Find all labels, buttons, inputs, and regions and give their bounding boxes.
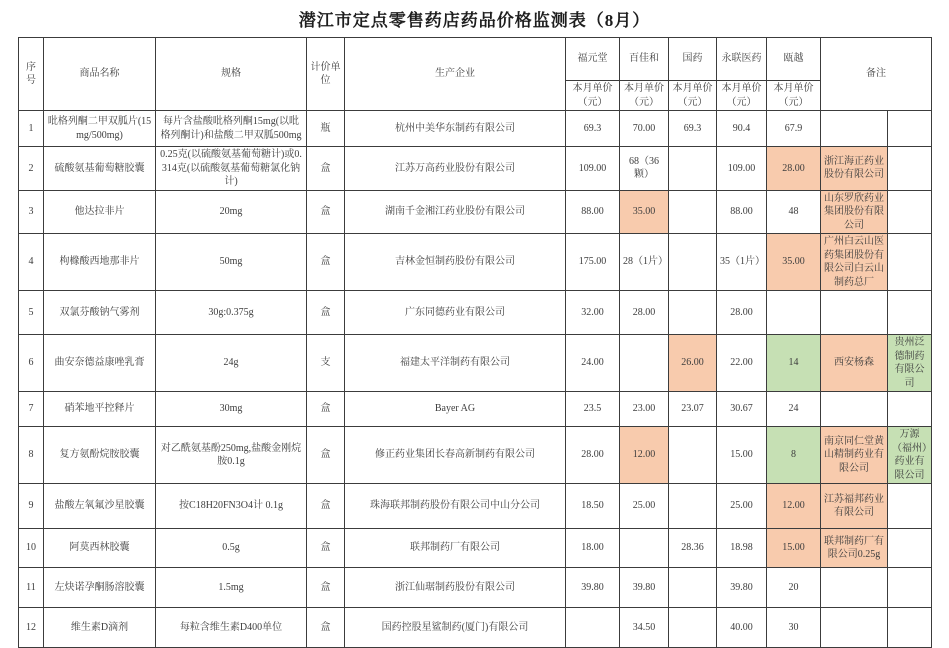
cell-price-1: 12.00 <box>620 427 669 484</box>
cell-unit: 支 <box>307 335 345 392</box>
cell-product-name: 双氯芬酸钠气雾剂 <box>44 291 156 335</box>
cell-price-1 <box>620 335 669 392</box>
cell-unit: 盒 <box>307 190 345 234</box>
cell-serial: 12 <box>19 608 44 648</box>
col-subheader-price: 本月单价（元） <box>620 81 669 111</box>
cell-price-1: 34.50 <box>620 608 669 648</box>
cell-product-name: 维生素D滴剂 <box>44 608 156 648</box>
cell-price-4: 8 <box>767 427 821 484</box>
cell-remark-1: 西安杨森 <box>821 335 888 392</box>
cell-price-4: 20 <box>767 568 821 608</box>
cell-product-name: 阿莫西林胶囊 <box>44 529 156 568</box>
cell-product-name: 复方氨酚烷胺胶囊 <box>44 427 156 484</box>
col-subheader-price: 本月单价（元） <box>669 81 717 111</box>
cell-price-2: 69.3 <box>669 111 717 147</box>
cell-remark-2 <box>888 484 932 529</box>
cell-unit: 盒 <box>307 484 345 529</box>
cell-price-3: 22.00 <box>717 335 767 392</box>
cell-remark-2 <box>888 568 932 608</box>
cell-price-3: 90.4 <box>717 111 767 147</box>
cell-manufacturer: 江苏万高药业股份有限公司 <box>345 147 566 191</box>
cell-remark-2 <box>888 147 932 191</box>
cell-spec: 50mg <box>156 234 307 291</box>
page-title: 潜江市定点零售药店药品价格监测表（8月） <box>298 11 651 30</box>
table-row <box>19 568 932 608</box>
cell-manufacturer: 联邦制药厂有限公司 <box>345 529 566 568</box>
col-header-pharmacy-fuyuantang: 福元堂 <box>566 38 620 81</box>
cell-price-1: 28.00 <box>620 291 669 335</box>
cell-spec: 0.25克(以硫酸氨基葡萄糖计)或0.314克(以硫酸氨基葡萄糖氯化钠计) <box>156 147 307 191</box>
cell-spec: 24g <box>156 335 307 392</box>
cell-remark-1: 联邦制药厂有限公司0.25g <box>821 529 888 568</box>
col-subheader-price: 本月单价（元） <box>767 81 821 111</box>
cell-price-2 <box>669 427 717 484</box>
col-subheader-price: 本月单价（元） <box>717 81 767 111</box>
cell-price-3: 28.00 <box>717 291 767 335</box>
cell-price-3: 15.00 <box>717 427 767 484</box>
cell-price-4: 12.00 <box>767 484 821 529</box>
cell-manufacturer: 湖南千金湘江药业股份有限公司 <box>345 190 566 234</box>
cell-price-0: 69.3 <box>566 111 620 147</box>
cell-price-0: 88.00 <box>566 190 620 234</box>
cell-price-3: 109.00 <box>717 147 767 191</box>
cell-price-4: 28.00 <box>767 147 821 191</box>
cell-price-2 <box>669 234 717 291</box>
col-header-product-name: 商品名称 <box>44 38 156 111</box>
cell-remark-2 <box>888 392 932 427</box>
header-row-pharmacies <box>19 38 932 81</box>
col-header-pharmacy-yonglian: 永联医药 <box>717 38 767 81</box>
cell-price-4 <box>767 291 821 335</box>
cell-spec: 20mg <box>156 190 307 234</box>
cell-price-3: 35（1片） <box>717 234 767 291</box>
cell-spec: 30mg <box>156 392 307 427</box>
cell-remark-1: 江苏福邦药业有限公司 <box>821 484 888 529</box>
cell-spec: 按C18H20FN3O4计 0.1g <box>156 484 307 529</box>
cell-manufacturer: 浙江仙琚制药股份有限公司 <box>345 568 566 608</box>
cell-price-2: 23.07 <box>669 392 717 427</box>
cell-unit: 瓶 <box>307 111 345 147</box>
cell-price-4: 67.9 <box>767 111 821 147</box>
cell-price-4: 35.00 <box>767 234 821 291</box>
cell-product-name: 左炔诺孕酮肠溶胶囊 <box>44 568 156 608</box>
table-row <box>19 147 932 191</box>
cell-remark-1 <box>821 608 888 648</box>
cell-remark-1 <box>821 291 888 335</box>
price-table <box>18 37 932 648</box>
table-row <box>19 608 932 648</box>
cell-serial: 2 <box>19 147 44 191</box>
cell-price-0: 24.00 <box>566 335 620 392</box>
cell-manufacturer: 吉林金恒制药股份有限公司 <box>345 234 566 291</box>
cell-serial: 3 <box>19 190 44 234</box>
cell-remark-1: 广州白云山医药集团股份有限公司白云山制药总厂 <box>821 234 888 291</box>
cell-serial: 4 <box>19 234 44 291</box>
cell-remark-1: 山东罗欣药业集团股份有限公司 <box>821 190 888 234</box>
col-header-spec: 规格 <box>156 38 307 111</box>
cell-price-1 <box>620 529 669 568</box>
cell-price-0: 18.00 <box>566 529 620 568</box>
cell-price-0: 109.00 <box>566 147 620 191</box>
cell-price-2 <box>669 484 717 529</box>
cell-spec: 0.5g <box>156 529 307 568</box>
cell-price-3: 30.67 <box>717 392 767 427</box>
cell-price-2: 28.36 <box>669 529 717 568</box>
cell-remark-2: 万源（福州）药业有限公司 <box>888 427 932 484</box>
cell-price-2 <box>669 608 717 648</box>
cell-remark-1: 南京同仁堂黄山精制药业有限公司 <box>821 427 888 484</box>
cell-product-name: 吡格列酮二甲双胍片(15mg/500mg) <box>44 111 156 147</box>
cell-serial: 6 <box>19 335 44 392</box>
cell-price-1: 28（1片） <box>620 234 669 291</box>
cell-manufacturer: Bayer AG <box>345 392 566 427</box>
col-header-manufacturer: 生产企业 <box>345 38 566 111</box>
cell-remark-2 <box>888 111 932 147</box>
cell-price-2 <box>669 147 717 191</box>
cell-serial: 9 <box>19 484 44 529</box>
table-row <box>19 234 932 291</box>
cell-unit: 盒 <box>307 427 345 484</box>
cell-serial: 7 <box>19 392 44 427</box>
cell-remark-1 <box>821 392 888 427</box>
cell-remark-2 <box>888 234 932 291</box>
cell-spec: 30g:0.375g <box>156 291 307 335</box>
cell-manufacturer: 福建太平洋制药有限公司 <box>345 335 566 392</box>
col-header-unit: 计价单位 <box>307 38 345 111</box>
cell-price-3: 18.98 <box>717 529 767 568</box>
cell-price-4: 15.00 <box>767 529 821 568</box>
col-header-pharmacy-baijiahe: 百佳和 <box>620 38 669 81</box>
cell-price-2 <box>669 190 717 234</box>
cell-manufacturer: 杭州中美华东制药有限公司 <box>345 111 566 147</box>
cell-price-0: 175.00 <box>566 234 620 291</box>
table-row <box>19 392 932 427</box>
table-row <box>19 335 932 392</box>
cell-unit: 盒 <box>307 291 345 335</box>
cell-remark-2: 贵州泛德制药有限公司 <box>888 335 932 392</box>
cell-spec: 每粒含维生素D400单位 <box>156 608 307 648</box>
cell-price-0: 18.50 <box>566 484 620 529</box>
cell-product-name: 枸橼酸西地那非片 <box>44 234 156 291</box>
col-header-pharmacy-ouyue: 瓯越 <box>767 38 821 81</box>
col-subheader-price: 本月单价（元） <box>566 81 620 111</box>
cell-spec: 1.5mg <box>156 568 307 608</box>
table-row <box>19 190 932 234</box>
col-header-remark: 备注 <box>821 38 932 111</box>
cell-price-3: 39.80 <box>717 568 767 608</box>
cell-price-0 <box>566 608 620 648</box>
cell-product-name: 硝苯地平控释片 <box>44 392 156 427</box>
cell-manufacturer: 珠海联邦制药股份有限公司中山分公司 <box>345 484 566 529</box>
cell-price-2 <box>669 568 717 608</box>
cell-product-name: 盐酸左氧氟沙星胶囊 <box>44 484 156 529</box>
cell-serial: 11 <box>19 568 44 608</box>
cell-price-2: 26.00 <box>669 335 717 392</box>
table-row <box>19 291 932 335</box>
cell-price-2 <box>669 291 717 335</box>
cell-remark-2 <box>888 529 932 568</box>
cell-unit: 盒 <box>307 392 345 427</box>
cell-price-3: 40.00 <box>717 608 767 648</box>
cell-unit: 盒 <box>307 568 345 608</box>
cell-price-1: 70.00 <box>620 111 669 147</box>
cell-price-3: 88.00 <box>717 190 767 234</box>
cell-price-1: 35.00 <box>620 190 669 234</box>
cell-manufacturer: 广东同德药业有限公司 <box>345 291 566 335</box>
cell-price-0: 39.80 <box>566 568 620 608</box>
cell-spec: 对乙酰氨基酚250mg,盐酸金刚烷胺0.1g <box>156 427 307 484</box>
table-row <box>19 111 932 147</box>
cell-price-4: 48 <box>767 190 821 234</box>
table-row <box>19 427 932 484</box>
cell-price-4: 14 <box>767 335 821 392</box>
cell-serial: 8 <box>19 427 44 484</box>
cell-price-0: 23.5 <box>566 392 620 427</box>
cell-remark-1 <box>821 111 888 147</box>
cell-serial: 10 <box>19 529 44 568</box>
table-row <box>19 484 932 529</box>
table-body <box>19 111 932 648</box>
cell-remark-2 <box>888 190 932 234</box>
cell-price-1: 23.00 <box>620 392 669 427</box>
cell-price-3: 25.00 <box>717 484 767 529</box>
cell-price-1: 68（36颗） <box>620 147 669 191</box>
cell-price-0: 28.00 <box>566 427 620 484</box>
cell-product-name: 曲安奈德益康唑乳膏 <box>44 335 156 392</box>
cell-unit: 盒 <box>307 608 345 648</box>
cell-price-4: 24 <box>767 392 821 427</box>
cell-unit: 盒 <box>307 234 345 291</box>
col-header-serial: 序号 <box>19 38 44 111</box>
cell-remark-2 <box>888 608 932 648</box>
cell-remark-2 <box>888 291 932 335</box>
cell-manufacturer: 国药控股星鲨制药(厦门)有限公司 <box>345 608 566 648</box>
cell-unit: 盒 <box>307 147 345 191</box>
cell-remark-1: 浙江海正药业股份有限公司 <box>821 147 888 191</box>
cell-serial: 5 <box>19 291 44 335</box>
cell-product-name: 硫酸氨基葡萄糖胶囊 <box>44 147 156 191</box>
cell-price-1: 39.80 <box>620 568 669 608</box>
cell-manufacturer: 修正药业集团长春高新制药有限公司 <box>345 427 566 484</box>
cell-price-4: 30 <box>767 608 821 648</box>
cell-spec: 每片含盐酸吡格列酮15mg(以吡格列酮计)和盐酸二甲双胍500mg <box>156 111 307 147</box>
cell-remark-1 <box>821 568 888 608</box>
cell-product-name: 他达拉非片 <box>44 190 156 234</box>
cell-serial: 1 <box>19 111 44 147</box>
cell-unit: 盒 <box>307 529 345 568</box>
cell-price-1: 25.00 <box>620 484 669 529</box>
table-row <box>19 529 932 568</box>
col-header-pharmacy-guoyao: 国药 <box>669 38 717 81</box>
cell-price-0: 32.00 <box>566 291 620 335</box>
